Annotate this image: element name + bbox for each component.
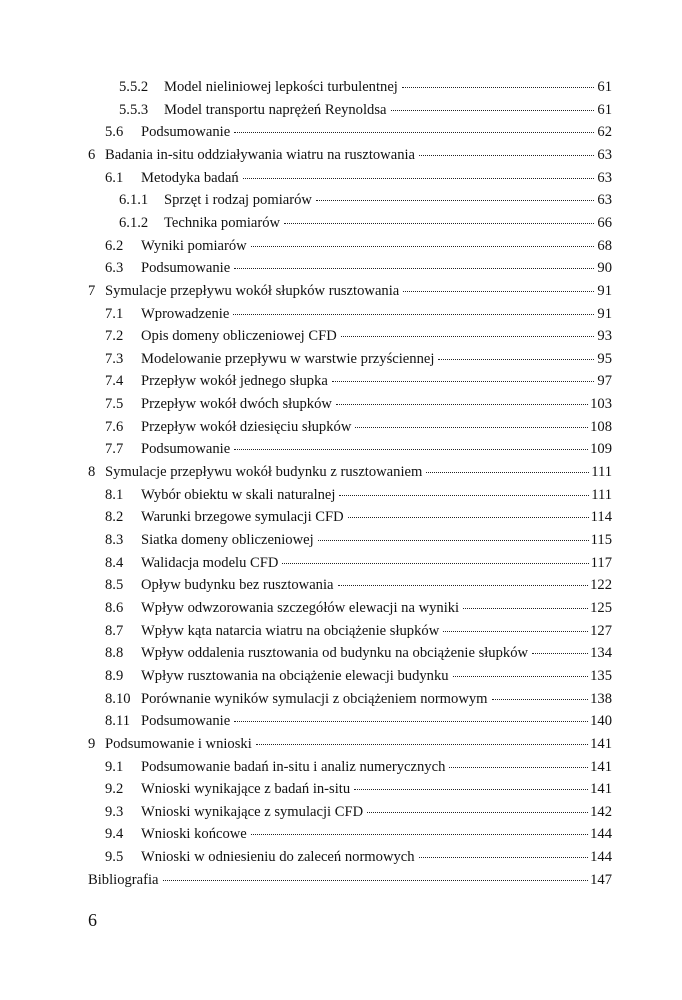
toc-entry[interactable] (105, 167, 612, 189)
toc-entry-title: Podsumowanie (141, 713, 231, 730)
toc-entry-page: 63 (597, 146, 612, 163)
toc-entry-number: 9.4 (105, 826, 124, 843)
dot-leader (282, 562, 588, 564)
toc-entry[interactable] (105, 370, 612, 392)
dot-leader (532, 652, 588, 654)
page-number: 6 (88, 910, 97, 930)
toc-entry[interactable] (119, 212, 612, 234)
dot-leader (402, 86, 594, 88)
dot-leader (341, 335, 594, 337)
toc-entry[interactable] (105, 235, 612, 257)
toc-entry-title: Opływ budynku bez rusztowania (141, 577, 334, 594)
toc-entry-page: 66 (597, 214, 612, 231)
toc-entry-title: Podsumowanie (141, 441, 231, 458)
toc-entry-page: 140 (590, 713, 612, 730)
toc-entry-title: Wnioski wynikające z badań in-situ (141, 781, 351, 798)
toc-entry-page: 117 (590, 554, 612, 571)
toc-entry-title: Wpływ kąta natarcia wiatru na obciążenie słupków (141, 622, 440, 639)
toc-entry-page: 144 (590, 849, 612, 866)
toc-entry[interactable] (88, 461, 612, 483)
toc-entry-page: 108 (590, 418, 612, 435)
dot-leader (438, 358, 594, 360)
toc-entry-number: 5.5.2 (119, 79, 149, 95)
toc-entry-number: 7.3 (105, 350, 124, 367)
toc-entry[interactable] (105, 257, 612, 279)
toc-entry-title: Wyniki pomiarów (141, 237, 247, 254)
toc-entry-number: 6 (88, 146, 96, 163)
toc-entry-number: 8.5 (105, 577, 124, 594)
toc-entry[interactable] (119, 76, 612, 98)
toc-entry-page: 90 (597, 260, 612, 277)
toc-entry-page: 114 (590, 509, 612, 526)
toc-entry-page: 61 (597, 101, 612, 118)
toc-entry-page: 138 (590, 690, 612, 707)
toc-entry-number: 8.7 (105, 622, 124, 639)
toc-entry-title: Sprzęt i rodzaj pomiarów (164, 192, 312, 209)
toc-entry-page: 61 (597, 79, 612, 95)
toc-entry-number: 7.2 (105, 328, 124, 345)
toc-entry-page: 135 (590, 667, 612, 684)
toc-entry-number: 5.5.3 (119, 101, 149, 118)
toc-entry-title: Wnioski końcowe (141, 826, 247, 843)
dot-leader (318, 539, 589, 541)
toc-entry-page: 142 (590, 803, 612, 820)
toc-entry-title: Model nieliniowej lepkości turbulentnej (164, 79, 398, 95)
toc-entry-title: Wpływ rusztowania na obciążenie elewacji budynku (141, 667, 449, 684)
toc-entry-number: 6.1.2 (119, 214, 149, 231)
toc-entry-title: Metodyka badań (141, 169, 239, 186)
dot-leader (391, 109, 595, 111)
toc-entry-title: Wnioski wynikające z symulacji CFD (141, 803, 364, 820)
toc-entry[interactable] (105, 620, 612, 642)
toc-entry[interactable] (105, 484, 612, 506)
toc-entry-number: 7.6 (105, 418, 124, 435)
toc-entry[interactable] (105, 121, 612, 143)
toc-entry-number: 6.1 (105, 169, 124, 186)
dot-leader (403, 290, 594, 292)
dot-leader (443, 630, 588, 632)
toc-entry-number: 7.7 (105, 441, 124, 458)
toc-entry-page: 91 (597, 282, 612, 299)
toc-entry-page: 122 (590, 577, 612, 594)
toc-entry-number: 8.8 (105, 645, 124, 662)
toc-entry[interactable] (88, 280, 612, 302)
toc-entry-title: Technika pomiarów (164, 214, 281, 231)
toc-entry-number: 9.5 (105, 849, 124, 866)
dot-leader (453, 675, 589, 677)
toc-entry[interactable] (105, 756, 612, 778)
toc-entry-page: 111 (591, 464, 612, 481)
toc-entry-page: 147 (590, 871, 612, 888)
toc-entry-page: 134 (590, 645, 612, 662)
toc-entry[interactable] (105, 665, 612, 687)
toc-entry-page: 127 (590, 622, 612, 639)
toc-entry[interactable] (105, 438, 612, 460)
toc-entry-title: Wybór obiektu w skali naturalnej (141, 486, 336, 503)
toc-entry-title: Podsumowanie i wnioski (105, 735, 252, 752)
dot-leader (234, 448, 588, 450)
toc-entry-number: 8.9 (105, 667, 124, 684)
dot-leader (251, 245, 594, 247)
toc-entry-title: Modelowanie przepływu w warstwie przyściennej (141, 350, 435, 367)
dot-leader (332, 380, 594, 382)
toc-entry-number: 8.2 (105, 509, 124, 526)
dot-leader (284, 222, 594, 224)
toc-entry[interactable] (105, 529, 612, 551)
toc-entry-page: 97 (597, 373, 612, 390)
toc-entry-title: Bibliografia (88, 871, 159, 888)
toc-entry[interactable] (105, 597, 612, 619)
dot-leader (251, 833, 588, 835)
dot-leader (339, 494, 589, 496)
toc-entry-number: 7.4 (105, 373, 124, 390)
dot-leader (338, 584, 589, 586)
toc-entry-number: 5.6 (105, 124, 124, 141)
dot-leader (449, 766, 588, 768)
toc-entry-page: 91 (597, 305, 612, 322)
toc-entry[interactable] (105, 506, 612, 528)
toc-entry-number: 8.1 (105, 486, 124, 503)
toc-entry[interactable] (119, 189, 612, 211)
toc-entry-page: 63 (597, 192, 612, 209)
dot-leader (354, 788, 588, 790)
dot-leader (348, 516, 589, 518)
dot-leader (316, 199, 594, 201)
toc-entry-title: Podsumowanie (141, 124, 231, 141)
toc-entry[interactable] (105, 552, 612, 574)
toc-entry-title: Przepływ wokół dwóch słupków (141, 396, 332, 413)
toc-entry-number: 9.2 (105, 781, 124, 798)
toc-entry-title: Porównanie wyników symulacji z obciążeniem normowym (141, 690, 488, 707)
dot-leader (234, 131, 594, 133)
toc-entry-title: Opis domeny obliczeniowej CFD (141, 328, 337, 345)
toc-entry[interactable] (88, 144, 612, 166)
toc-entry-number: 6.3 (105, 260, 124, 277)
dot-leader (336, 403, 588, 405)
toc-entry-title: Wpływ odwzorowania szczegółów elewacji na wyniki (141, 599, 460, 616)
toc-entry-page: 111 (591, 486, 612, 503)
toc-entry-page: 125 (590, 599, 612, 616)
toc-entry-title: Siatka domeny obliczeniowej (141, 532, 314, 548)
toc-entry-page: 93 (597, 328, 612, 345)
toc-entry-title: Badania in-situ oddziaływania wiatru na rusztowania (105, 146, 416, 163)
dot-leader (234, 267, 594, 269)
toc-entry[interactable] (119, 99, 612, 121)
toc-entry-title: Przepływ wokół dziesięciu słupków (141, 418, 352, 435)
toc-entry-number: 8.3 (105, 532, 124, 548)
dot-leader (233, 313, 594, 315)
toc-entry-page: 115 (590, 532, 612, 548)
toc-entry-title: Wprowadzenie (141, 305, 230, 322)
toc-entry-number: 9.1 (105, 758, 124, 775)
toc-entry[interactable] (105, 574, 612, 596)
toc-entry-page: 63 (597, 169, 612, 186)
toc-entry-number: 8 (88, 464, 96, 481)
toc-entry-title: Symulacje przepływu wokół budynku z rusztowaniem (105, 464, 423, 481)
toc-entry[interactable] (88, 869, 612, 891)
toc-entry[interactable] (105, 303, 612, 325)
toc-entry-page: 141 (590, 758, 612, 775)
toc-entry-number: 9.3 (105, 803, 124, 820)
toc-entry-page: 141 (590, 735, 612, 752)
dot-leader (426, 471, 589, 473)
toc-entry[interactable] (105, 325, 612, 347)
toc-entry-number: 8.4 (105, 554, 124, 571)
dot-leader (163, 879, 589, 881)
toc-entry-page: 109 (590, 441, 612, 458)
dot-leader (463, 607, 588, 609)
toc-entry[interactable] (105, 348, 612, 370)
toc-entry[interactable] (105, 416, 612, 438)
toc-entry-title: Wpływ oddalenia rusztowania od budynku na obciążenie słupków (141, 645, 529, 662)
dot-leader (419, 856, 589, 858)
dot-leader (355, 426, 588, 428)
toc-entry[interactable] (105, 823, 612, 845)
toc-entry[interactable] (105, 393, 612, 415)
toc-entry-number: 8.11 (105, 713, 130, 730)
toc-entry[interactable] (105, 846, 612, 868)
toc-entry[interactable] (105, 688, 612, 710)
toc-entry[interactable] (105, 710, 612, 732)
toc-entry[interactable] (105, 642, 612, 664)
toc-entry-number: 6.2 (105, 237, 124, 254)
toc-entry-page: 103 (590, 396, 612, 413)
toc-entry-page: 68 (597, 237, 612, 254)
toc-entry[interactable] (88, 733, 612, 755)
dot-leader (419, 154, 594, 156)
toc-entry-title: Podsumowanie badań in-situ i analiz numerycznych (141, 758, 446, 775)
toc-entry-page: 141 (590, 781, 612, 798)
toc-entry-number: 7 (88, 282, 96, 299)
toc-entry[interactable] (105, 778, 612, 800)
toc-entry-title: Model transportu naprężeń Reynoldsa (164, 101, 387, 118)
toc-entry-title: Przepływ wokół jednego słupka (141, 373, 328, 390)
toc-entry-number: 7.1 (105, 305, 124, 322)
toc-entry-title: Symulacje przepływu wokół słupków rusztowania (105, 282, 400, 299)
dot-leader (492, 698, 589, 700)
toc-entry-number: 7.5 (105, 396, 124, 413)
toc-entry-title: Wnioski w odniesieniu do zaleceń normowych (141, 849, 415, 866)
toc-entry-page: 62 (597, 124, 612, 141)
toc-entry-title: Walidacja modelu CFD (141, 554, 279, 571)
dot-leader (243, 177, 594, 179)
toc-entry-number: 9 (88, 735, 96, 752)
toc-entry-number: 8.10 (105, 690, 131, 707)
dot-leader (256, 743, 588, 745)
toc-entry-number: 8.6 (105, 599, 124, 616)
dot-leader (367, 811, 588, 813)
toc-entry-title: Warunki brzegowe symulacji CFD (141, 509, 344, 526)
toc-entry-page: 144 (590, 826, 612, 843)
toc-entry[interactable] (105, 801, 612, 823)
dot-leader (234, 720, 588, 722)
toc-entry-title: Podsumowanie (141, 260, 231, 277)
toc-entry-number: 6.1.1 (119, 192, 149, 209)
toc-entry-page: 95 (597, 350, 612, 367)
